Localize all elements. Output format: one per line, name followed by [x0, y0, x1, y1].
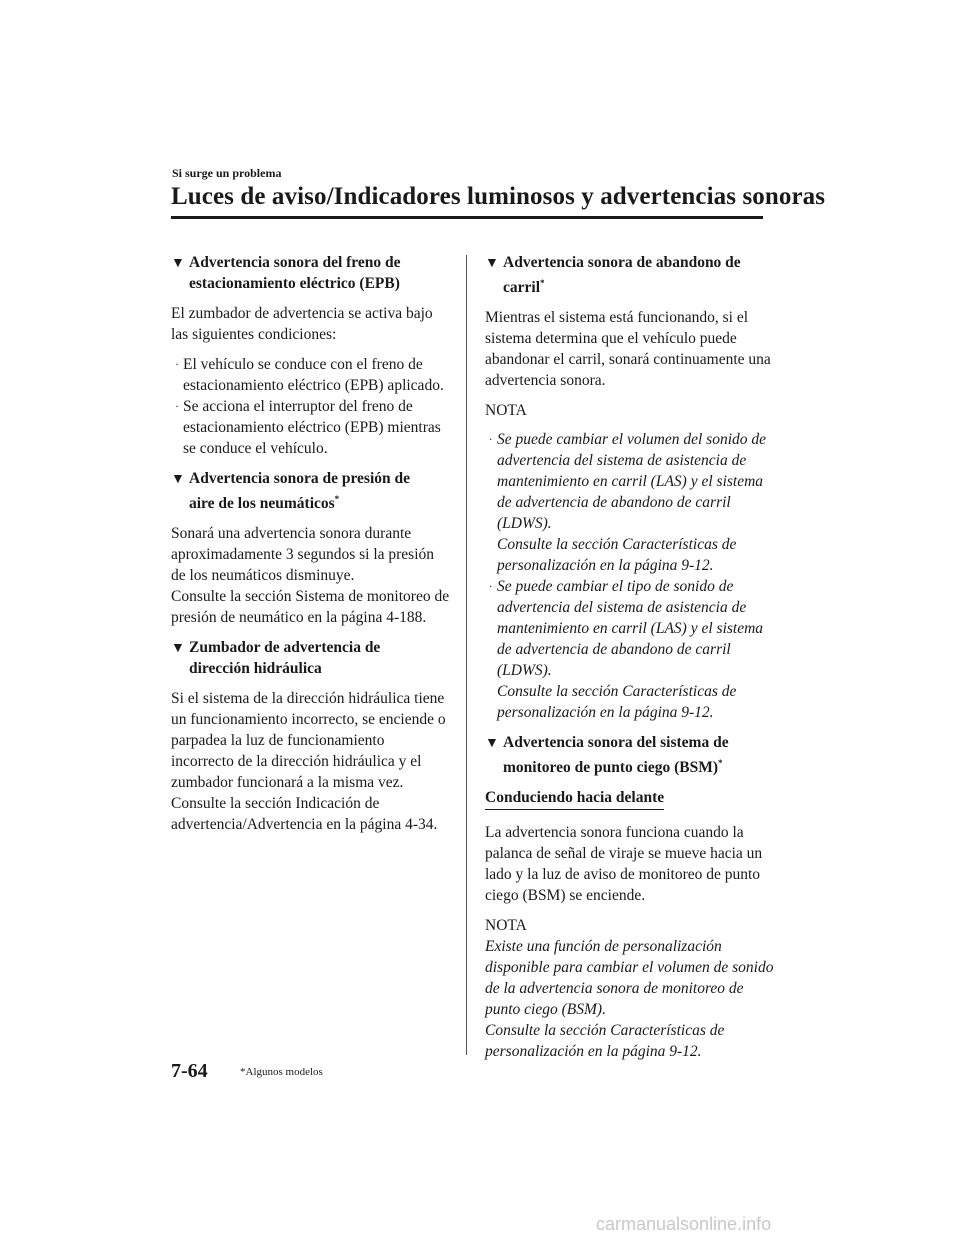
page-number: 7-64 — [171, 1060, 208, 1082]
tire-pressure-body: Sonará una advertencia sonora durante aproximadamente 3 segundos si la presión de los neumáticos disminuye. Consulte la sección Sistema de monitoreo de presión de neumático en la página 4-188. — [171, 525, 450, 627]
heading-bsm: ▼ Advertencia sonora del sistema de monitoreo de punto ciego (BSM)* — [485, 734, 729, 777]
optional-mark: * — [717, 758, 723, 769]
triangle-marker-icon: ▼ — [485, 736, 499, 752]
watermark: carmanualsonline.info — [596, 1214, 772, 1234]
heading-power-steering: ▼ Zumbador de advertencia de dirección hidráulica — [171, 639, 381, 678]
optional-mark: * — [334, 494, 340, 504]
lane-departure-body: Mientras el sistema está funcionando, si el sistema determina que el vehículo puede abandonar el carril, sonará continuamente una advertencia sonora. — [485, 309, 771, 390]
lane-departure-notes — [485, 429, 775, 723]
power-steering-body: Si el sistema de la dirección hidráulica tiene un funcionamiento incorrecto, se enciende o parpadea la luz de funcionamiento incorrecto de la dirección hidráulica y el zumbador funcionará a la misma vez. Consulte la sección Indicación de advertencia/Advertencia en la página 4-34. — [171, 690, 446, 834]
bullet-icon: · — [489, 579, 492, 594]
epb-conditions — [171, 354, 451, 459]
triangle-marker-icon: ▼ — [485, 256, 499, 271]
footnote: *Algunos modelos — [240, 1066, 323, 1078]
title-rule — [171, 216, 763, 219]
list-item: · Se puede cambiar el volumen del sonido de advertencia del sistema de asistencia de mantenimiento en carril (LAS) y el sistema de advertencia de abandono de carril (LDWS). Consulte la sección Características de personalización en la página 9-12. — [489, 431, 767, 575]
triangle-marker-icon: ▼ — [171, 256, 185, 271]
section-label: Si surge un problema — [172, 166, 282, 180]
bsm-subheading: Conduciendo hacia delante — [485, 787, 664, 810]
nota-label: NOTA — [485, 402, 527, 420]
column-divider — [466, 255, 467, 1055]
optional-mark: * — [540, 278, 545, 288]
left-column — [171, 252, 451, 844]
bullet-icon: · — [489, 432, 492, 447]
bullet-icon: · — [175, 399, 179, 413]
triangle-marker-icon: ▼ — [171, 641, 185, 657]
heading-tire-pressure: ▼ Advertencia sonora de presión de aire de los neumáticos* — [171, 470, 411, 513]
heading-epb: ▼ Advertencia sonora del freno de estacionamiento eléctrico (EPB) — [171, 254, 401, 292]
list-item: · Se puede cambiar el tipo de sonido de advertencia del sistema de asistencia de mantenimiento en carril (LAS) y el sistema de advertencia de abandono de carril (LDWS). Consulte la sección Características de personalización en la página 9-12. — [489, 578, 764, 722]
epb-intro: El zumbador de advertencia se activa bajo las siguientes condiciones: — [171, 305, 433, 343]
page-title: Luces de aviso/Indicadores luminosos y advertencias sonoras — [171, 183, 826, 210]
bsm-note: Existe una función de personalización disponible para cambiar el volumen de sonido de la advertencia sonora de monitoreo de punto ciego (BSM). Consulte la sección Características de personalización en la página 9-12. — [485, 938, 774, 1061]
heading-lane-departure: ▼ Advertencia sonora de abandono de carril* — [485, 254, 741, 297]
list-item: · El vehículo se conduce con el freno de estacionamiento eléctrico (EPB) aplicado. — [175, 356, 444, 394]
triangle-marker-icon: ▼ — [171, 472, 185, 487]
bsm-body: La advertencia sonora funciona cuando la palanca de señal de viraje se mueve hacia un lado y la luz de aviso de monitoreo de punto ciego (BSM) se enciende. — [485, 824, 763, 905]
nota-label: NOTA — [485, 917, 527, 935]
right-column — [485, 252, 775, 1071]
bullet-icon: · — [175, 357, 179, 371]
list-item: · Se acciona el interruptor del freno de estacionamiento eléctrico (EPB) mientras se conduce el vehículo. — [175, 398, 441, 457]
